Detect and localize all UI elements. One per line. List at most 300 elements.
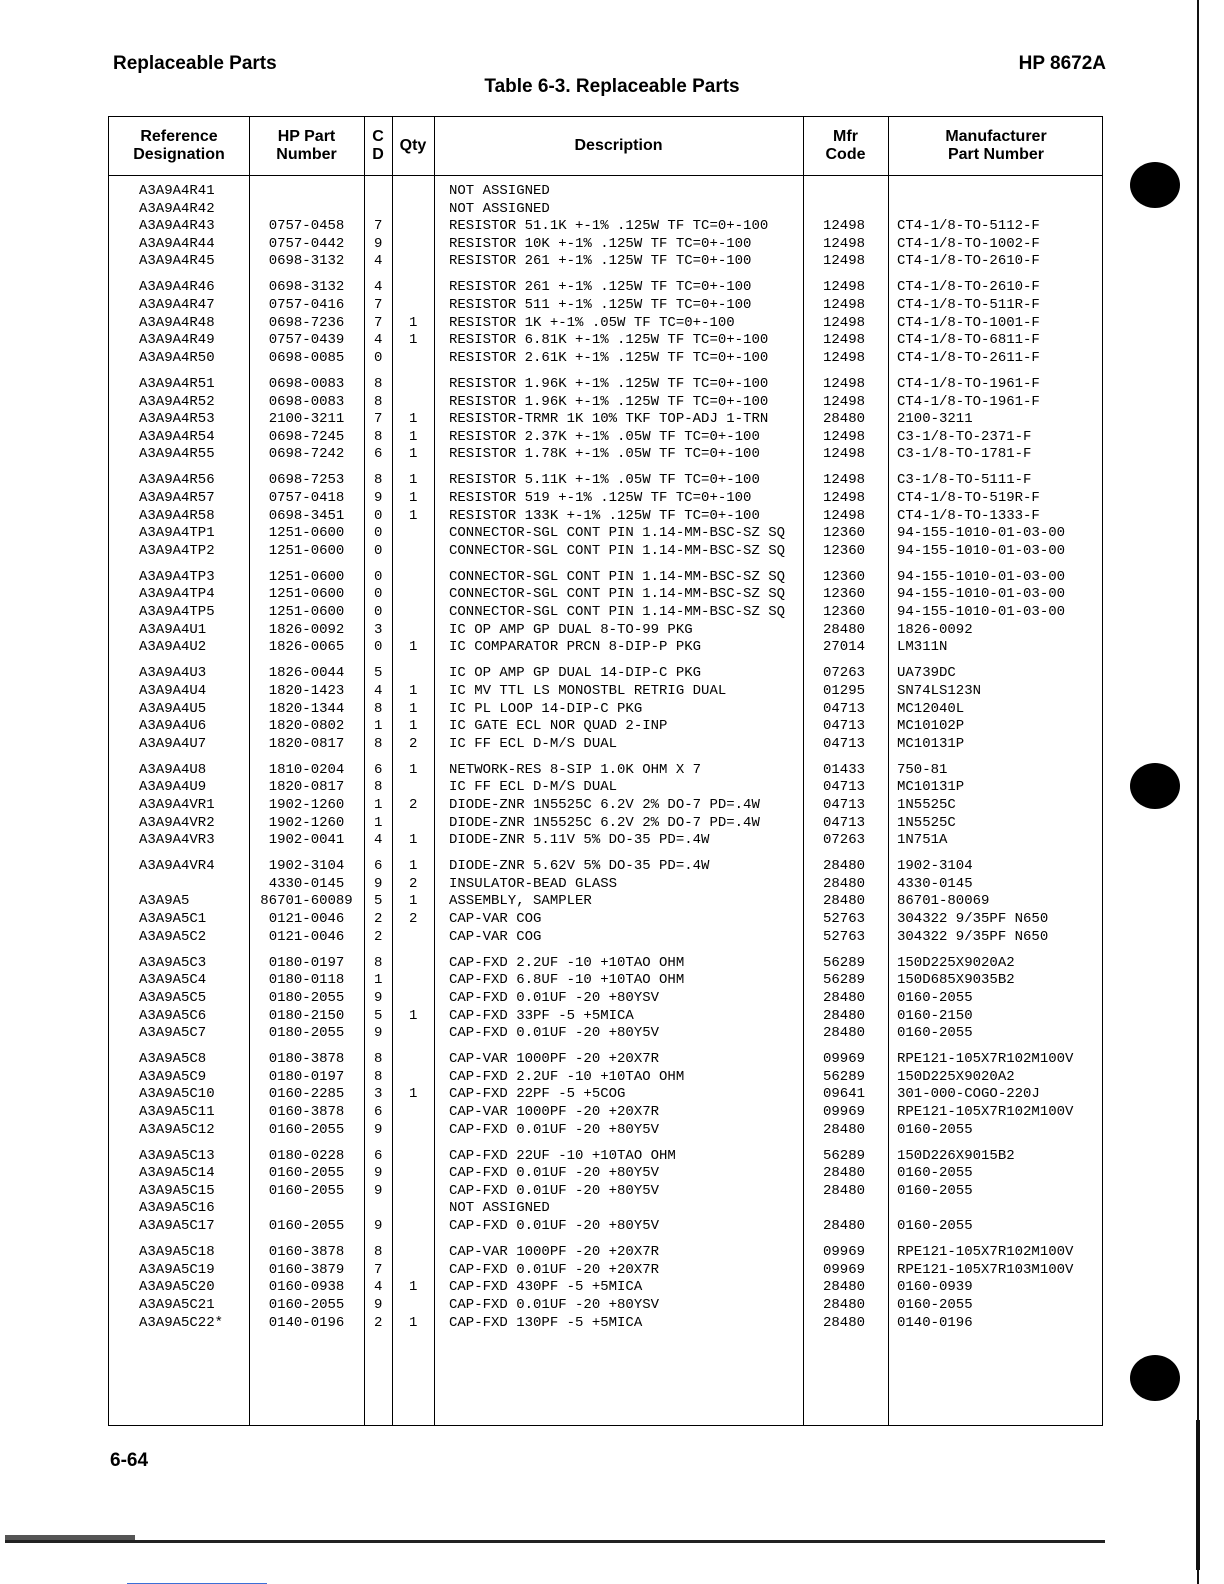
- cd-digit: 8: [374, 700, 383, 717]
- description: IC MV TTL LS MONOSTBL RETRIG DUAL: [449, 682, 727, 699]
- description: CAP-FXD 0.01UF -20 +20X7R: [449, 1261, 660, 1278]
- mfr-code: 52763: [822, 928, 865, 945]
- hp-part-number: 2100-3211: [268, 411, 345, 428]
- mfr-part-number: LM311N: [897, 639, 948, 656]
- qty: 1: [409, 893, 418, 910]
- description: CAP-FXD 6.8UF -10 +10TAO OHM: [449, 972, 685, 989]
- ref-designation: A3A9A4R42: [139, 200, 215, 217]
- table-row: [109, 1262, 1102, 1280]
- hp-part-number: 0698-0083: [268, 375, 345, 392]
- ref-designation: A3A9A5C15: [139, 1182, 215, 1199]
- table-row: [109, 279, 1102, 297]
- hp-part-number: 0160-3878: [268, 1104, 345, 1120]
- description: RESISTOR 10K +-1% .125W TF TC=0+-100: [449, 235, 752, 252]
- cd-digit: 8: [374, 1068, 383, 1085]
- qty: 1: [409, 446, 418, 463]
- mfr-part-number: MC10102P: [897, 718, 965, 735]
- cd-digit: 6: [374, 761, 383, 778]
- hp-part-number: 0180-3878: [268, 1051, 345, 1068]
- mfr-part-number: RPE121-105X7R102M100V: [897, 1104, 1074, 1120]
- hp-part-number: 1820-0817: [268, 779, 345, 796]
- cd-digit: 1: [374, 797, 383, 813]
- ref-designation: A3A9A4U6: [139, 718, 207, 735]
- table-title: Table 6-3. Replaceable Parts: [484, 76, 740, 97]
- qty: 1: [409, 832, 418, 849]
- table-row: [109, 858, 1102, 876]
- mfr-code: 12498: [822, 253, 865, 270]
- description: NOT ASSIGNED: [449, 200, 550, 217]
- cd-digit: 8: [374, 375, 383, 392]
- mfr-part-number: 1826-0092: [897, 621, 973, 638]
- ref-designation: A3A9A4VR1: [139, 797, 215, 813]
- description: CAP-FXD 2.2UF -10 +10TAO OHM: [449, 954, 685, 971]
- mfr-code: 12498: [822, 314, 865, 331]
- qty: 2: [409, 735, 418, 752]
- table-row: [109, 253, 1102, 271]
- mfr-code: 12498: [822, 446, 865, 463]
- hp-part-number: 0180-0197: [268, 954, 345, 971]
- hp-part-number: 1820-0802: [268, 718, 345, 735]
- ref-designation: A3A9A4R43: [139, 218, 215, 235]
- table-row: [109, 350, 1102, 368]
- cd-digit: 3: [374, 1086, 383, 1103]
- table-row: [109, 508, 1102, 526]
- hp-part-number: 1251-0600: [268, 525, 345, 542]
- cd-digit: 4: [374, 279, 383, 296]
- table-row: [109, 1051, 1102, 1069]
- table-row: [109, 1165, 1102, 1183]
- qty: 1: [409, 700, 418, 717]
- description: IC FF ECL D-M/S DUAL: [449, 779, 618, 796]
- mfr-part-number: 0160-2055: [897, 1296, 973, 1313]
- mfr-code: 12360: [822, 525, 865, 542]
- mfr-part-number: MC10131P: [897, 779, 965, 796]
- col-header-mfr-code: Mfr Code: [825, 128, 866, 163]
- table-row: [109, 815, 1102, 833]
- hp-part-number: 0698-7245: [268, 428, 345, 445]
- hp-part-number: 1826-0044: [268, 665, 345, 682]
- ref-designation: A3A9A5C8: [139, 1051, 207, 1068]
- ref-designation: A3A9A4U3: [139, 665, 207, 682]
- cd-digit: 6: [374, 1147, 383, 1164]
- header-divider: [109, 175, 1102, 176]
- table-row: [109, 1183, 1102, 1201]
- description: DIODE-ZNR 1N5525C 6.2V 2% DO-7 PD=.4W: [449, 814, 760, 831]
- description: CONNECTOR-SGL CONT PIN 1.14-MM-BSC-SZ SQ: [449, 542, 786, 559]
- table-row: [109, 736, 1102, 754]
- group-spacer: [109, 753, 1102, 762]
- mfr-code: 12498: [822, 218, 865, 235]
- mfr-part-number: RPE121-105X7R103M100V: [897, 1261, 1074, 1278]
- description: IC OP AMP GP DUAL 8-TO-99 PKG: [449, 621, 693, 638]
- description: CAP-VAR 1000PF -20 +20X7R: [449, 1051, 660, 1068]
- description: CAP-FXD 0.01UF -20 +80Y5V: [449, 1165, 660, 1182]
- mfr-code: 01295: [822, 682, 865, 699]
- table-row: [109, 472, 1102, 490]
- description: CONNECTOR-SGL CONT PIN 1.14-MM-BSC-SZ SQ: [449, 604, 786, 621]
- ref-designation: A3A9A4R47: [139, 297, 215, 314]
- ref-designation: A3A9A4R45: [139, 253, 215, 270]
- table-row: [109, 332, 1102, 350]
- description: RESISTOR-TRMR 1K 10% TKF TOP-ADJ 1-TRN: [449, 411, 769, 428]
- table-row: [109, 183, 1102, 201]
- mfr-part-number: 1N5525C: [897, 814, 956, 831]
- mfr-part-number: 1N751A: [897, 832, 948, 849]
- description: CAP-FXD 33PF -5 +5MICA: [449, 1007, 634, 1024]
- col-header-cd: C D: [372, 128, 384, 163]
- hp-part-number: 1251-0600: [268, 586, 345, 603]
- cd-digit: 4: [374, 1279, 383, 1296]
- table-row: [109, 446, 1102, 464]
- cd-digit: 0: [374, 586, 383, 603]
- group-spacer: [109, 464, 1102, 473]
- description: CAP-VAR COG: [449, 928, 542, 945]
- mfr-code: 04713: [822, 718, 865, 735]
- cd-digit: 0: [374, 542, 383, 559]
- ref-designation: A3A9A5: [139, 893, 190, 910]
- mfr-part-number: MC10131P: [897, 735, 965, 752]
- cd-digit: 8: [374, 1051, 383, 1068]
- description: RESISTOR 6.81K +-1% .125W TF TC=0+-100: [449, 332, 769, 349]
- table-row: [109, 429, 1102, 447]
- description: DIODE-ZNR 5.62V 5% DO-35 PD=.4W: [449, 858, 710, 875]
- table-row: [109, 201, 1102, 219]
- ref-designation: A3A9A4R41: [139, 183, 215, 199]
- ref-designation: A3A9A4VR4: [139, 858, 215, 875]
- mfr-code: 28480: [822, 1121, 865, 1138]
- qty: 1: [409, 472, 418, 489]
- mfr-code: 28480: [822, 1218, 865, 1235]
- qty: 1: [409, 411, 418, 428]
- mfr-part-number: 750-81: [897, 761, 948, 778]
- qty: 2: [409, 875, 418, 892]
- mfr-code: 28480: [822, 893, 865, 910]
- qty: 2: [409, 911, 418, 928]
- table-row: [109, 832, 1102, 850]
- mfr-part-number: 150D225X9020A2: [897, 954, 1015, 971]
- cd-digit: 8: [374, 472, 383, 489]
- ref-designation: A3A9A4R56: [139, 472, 215, 489]
- hp-part-number: 0180-2055: [268, 1025, 345, 1042]
- mfr-code: 12498: [822, 490, 865, 506]
- mfr-code: 28480: [822, 989, 865, 1006]
- mfr-code: 12498: [822, 375, 865, 392]
- hp-part-number: 0160-2055: [268, 1182, 345, 1199]
- ref-designation: A3A9A5C4: [139, 972, 207, 989]
- mfr-code: 12498: [822, 235, 865, 252]
- mfr-part-number: CT4-1/8-TO-1333-F: [897, 507, 1040, 524]
- hp-part-number: 1902-3104: [268, 858, 345, 875]
- hp-part-number: 0757-0418: [268, 490, 345, 506]
- ref-designation: A3A9A4TP1: [139, 525, 215, 542]
- ref-designation: A3A9A4U2: [139, 639, 207, 656]
- page-number: 6-64: [110, 1450, 149, 1471]
- description: CAP-FXD 0.01UF -20 +80Y5V: [449, 1121, 660, 1138]
- binder-hole-icon: [1130, 1355, 1180, 1401]
- mfr-part-number: C3-1/8-TO-2371-F: [897, 428, 1032, 445]
- ref-designation: A3A9A5C2: [139, 928, 207, 945]
- table-row: [109, 315, 1102, 333]
- table-row: [109, 622, 1102, 640]
- hp-part-number: 1810-0204: [268, 761, 345, 778]
- table-row: [109, 1218, 1102, 1236]
- ref-designation: A3A9A4R54: [139, 428, 215, 445]
- description: CAP-FXD 130PF -5 +5MICA: [449, 1314, 643, 1331]
- mfr-part-number: 0160-2150: [897, 1007, 973, 1024]
- ref-designation: A3A9A5C18: [139, 1244, 215, 1261]
- table-row: [109, 718, 1102, 736]
- mfr-code: 28480: [822, 411, 865, 428]
- mfr-part-number: RPE121-105X7R102M100V: [897, 1051, 1074, 1068]
- cd-digit: 9: [374, 490, 383, 506]
- description: CONNECTOR-SGL CONT PIN 1.14-MM-BSC-SZ SQ: [449, 586, 786, 603]
- table-row: [109, 639, 1102, 657]
- mfr-code: 28480: [822, 875, 865, 892]
- cd-digit: 9: [374, 1218, 383, 1235]
- qty: 1: [409, 490, 418, 506]
- description: DIODE-ZNR 5.11V 5% DO-35 PD=.4W: [449, 832, 710, 849]
- mfr-part-number: CT4-1/8-TO-1001-F: [897, 314, 1040, 331]
- table-row: [109, 1244, 1102, 1262]
- table-row: [109, 929, 1102, 947]
- table-row: [109, 604, 1102, 622]
- col-header-reference: Reference Designation: [133, 128, 225, 163]
- hp-part-number: 1251-0600: [268, 542, 345, 559]
- mfr-code: 28480: [822, 858, 865, 875]
- binder-hole-icon: [1130, 763, 1180, 809]
- mfr-part-number: CT4-1/8-TO-2610-F: [897, 253, 1040, 270]
- table-row: [109, 701, 1102, 719]
- mfr-part-number: 0160-2055: [897, 1182, 973, 1199]
- mfr-part-number: RPE121-105X7R102M100V: [897, 1244, 1074, 1261]
- cd-digit: 8: [374, 735, 383, 752]
- hp-part-number: 0121-0046: [268, 911, 345, 928]
- description: RESISTOR 261 +-1% .125W TF TC=0+-100: [449, 253, 752, 270]
- cd-digit: 9: [374, 1165, 383, 1182]
- table-row: [109, 683, 1102, 701]
- ref-designation: A3A9A4U7: [139, 735, 207, 752]
- description: CAP-VAR COG: [449, 911, 542, 928]
- hp-part-number: 86701-60089: [260, 893, 353, 910]
- cd-digit: 0: [374, 639, 383, 656]
- mfr-part-number: CT4-1/8-TO-5112-F: [897, 218, 1040, 235]
- hp-part-number: 0757-0442: [268, 235, 345, 252]
- table-body: [109, 183, 1102, 1332]
- section-header: Replaceable Parts: [113, 53, 277, 74]
- hp-part-number: 0160-2055: [268, 1165, 345, 1182]
- mfr-part-number: MC12040L: [897, 700, 965, 717]
- qty: 1: [409, 332, 418, 349]
- ref-designation: A3A9A4U4: [139, 682, 207, 699]
- qty: 1: [409, 1086, 418, 1103]
- description: DIODE-ZNR 1N5525C 6.2V 2% DO-7 PD=.4W: [449, 797, 760, 813]
- cd-digit: 9: [374, 1182, 383, 1199]
- hp-part-number: 0698-0083: [268, 393, 345, 410]
- cd-digit: 5: [374, 893, 383, 910]
- mfr-part-number: 301-000-COGO-220J: [897, 1086, 1040, 1103]
- table-row: [109, 1008, 1102, 1026]
- description: CONNECTOR-SGL CONT PIN 1.14-MM-BSC-SZ SQ: [449, 568, 786, 585]
- hp-part-number: 1251-0600: [268, 568, 345, 585]
- mfr-code: 28480: [822, 1296, 865, 1313]
- cd-digit: 9: [374, 1025, 383, 1042]
- cd-digit: 6: [374, 1104, 383, 1120]
- cd-digit: 6: [374, 446, 383, 463]
- ref-designation: A3A9A5C7: [139, 1025, 207, 1042]
- qty: 1: [409, 1314, 418, 1331]
- ref-designation: A3A9A4VR3: [139, 832, 215, 849]
- description: INSULATOR-BEAD GLASS: [449, 875, 618, 892]
- description: RESISTOR 2.37K +-1% .05W TF TC=0+-100: [449, 428, 760, 445]
- qty: 1: [409, 314, 418, 331]
- cd-digit: 5: [374, 1007, 383, 1024]
- mfr-code: 28480: [822, 1314, 865, 1331]
- ref-designation: A3A9A5C9: [139, 1068, 207, 1085]
- mfr-part-number: 94-155-1010-01-03-00: [897, 586, 1066, 603]
- mfr-code: 07263: [822, 665, 865, 682]
- mfr-code: 04713: [822, 779, 865, 796]
- ref-designation: A3A9A4R44: [139, 235, 215, 252]
- hp-part-number: 0757-0416: [268, 297, 345, 314]
- description: RESISTOR 1.78K +-1% .05W TF TC=0+-100: [449, 446, 760, 463]
- hp-part-number: 0160-2055: [268, 1121, 345, 1138]
- description: IC OP AMP GP DUAL 14-DIP-C PKG: [449, 665, 702, 682]
- hp-part-number: 0698-7253: [268, 472, 345, 489]
- mfr-part-number: 1N5525C: [897, 797, 956, 813]
- table-row: [109, 762, 1102, 780]
- mfr-code: 56289: [822, 954, 865, 971]
- scan-edge: [5, 1540, 1105, 1543]
- mfr-code: 12360: [822, 568, 865, 585]
- table-row: [109, 893, 1102, 911]
- description: CAP-FXD 22PF -5 +5COG: [449, 1086, 626, 1103]
- mfr-part-number: CT4-1/8-TO-519R-F: [897, 490, 1040, 506]
- hp-part-number: 1902-1260: [268, 797, 345, 813]
- cd-digit: 1: [374, 972, 383, 989]
- ref-designation: A3A9A4TP2: [139, 542, 215, 559]
- cd-digit: 8: [374, 1244, 383, 1261]
- ref-designation: A3A9A5C19: [139, 1261, 215, 1278]
- table-row: [109, 911, 1102, 929]
- ref-designation: A3A9A4R48: [139, 314, 215, 331]
- cd-digit: 7: [374, 411, 383, 428]
- table-row: [109, 490, 1102, 508]
- table-row: [109, 376, 1102, 394]
- hp-part-number: 1826-0065: [268, 639, 345, 656]
- mfr-part-number: 2100-3211: [897, 411, 973, 428]
- col-header-description: Description: [574, 137, 663, 154]
- mfr-code: 28480: [822, 1279, 865, 1296]
- table-row: [109, 1104, 1102, 1122]
- group-spacer: [109, 1139, 1102, 1148]
- qty: 1: [409, 858, 418, 875]
- parts-table: [108, 116, 1103, 1426]
- mfr-code: 04713: [822, 735, 865, 752]
- description: RESISTOR 519 +-1% .125W TF TC=0+-100: [449, 490, 752, 506]
- group-spacer: [109, 271, 1102, 280]
- mfr-code: 12360: [822, 586, 865, 603]
- mfr-part-number: 0160-2055: [897, 1121, 973, 1138]
- table-row: [109, 779, 1102, 797]
- description: CAP-FXD 0.01UF -20 +80YSV: [449, 989, 660, 1006]
- hp-part-number: 0180-0118: [268, 972, 345, 989]
- description: CAP-FXD 0.01UF -20 +80YSV: [449, 1296, 660, 1313]
- ref-designation: A3A9A5C17: [139, 1218, 215, 1235]
- qty: 1: [409, 761, 418, 778]
- cd-digit: 1: [374, 718, 383, 735]
- mfr-code: 12498: [822, 332, 865, 349]
- table-row: [109, 955, 1102, 973]
- mfr-part-number: 0160-2055: [897, 989, 973, 1006]
- ref-designation: A3A9A4U8: [139, 761, 207, 778]
- hp-part-number: 1820-1423: [268, 682, 345, 699]
- hp-part-number: 0180-2150: [268, 1007, 345, 1024]
- description: IC PL LOOP 14-DIP-C PKG: [449, 700, 643, 717]
- mfr-part-number: 86701-80069: [897, 893, 990, 910]
- hp-part-number: 0160-3879: [268, 1261, 345, 1278]
- mfr-code: 12498: [822, 279, 865, 296]
- mfr-code: 12498: [822, 349, 865, 366]
- table-row: [109, 876, 1102, 894]
- mfr-part-number: CT4-1/8-TO-2610-F: [897, 279, 1040, 296]
- hp-part-number: 0180-2055: [268, 989, 345, 1006]
- table-row: [109, 1069, 1102, 1087]
- ref-designation: A3A9A5C16: [139, 1200, 215, 1217]
- description: CAP-FXD 22UF -10 +10TAO OHM: [449, 1147, 676, 1164]
- description: RESISTOR 1.96K +-1% .125W TF TC=0+-100: [449, 375, 769, 392]
- description: RESISTOR 261 +-1% .125W TF TC=0+-100: [449, 279, 752, 296]
- mfr-part-number: 0140-0196: [897, 1314, 973, 1331]
- qty: 2: [409, 797, 418, 813]
- ref-designation: A3A9A4R57: [139, 490, 215, 506]
- group-spacer: [109, 1043, 1102, 1052]
- hp-part-number: 1820-1344: [268, 700, 345, 717]
- mfr-code: 09641: [822, 1086, 865, 1103]
- group-spacer: [109, 367, 1102, 376]
- cd-digit: 1: [374, 814, 383, 831]
- table-row: [109, 1279, 1102, 1297]
- mfr-part-number: 0160-2055: [897, 1025, 973, 1042]
- description: ASSEMBLY, SAMPLER: [449, 893, 592, 910]
- table-row: [109, 1200, 1102, 1218]
- ref-designation: A3A9A5C20: [139, 1279, 215, 1296]
- ref-designation: A3A9A4TP4: [139, 586, 215, 603]
- hp-part-number: 4330-0145: [268, 875, 345, 892]
- mfr-part-number: 304322 9/35PF N650: [897, 928, 1049, 945]
- ref-designation: A3A9A4U9: [139, 779, 207, 796]
- description: RESISTOR 1K +-1% .05W TF TC=0+-100: [449, 314, 735, 331]
- description: CAP-FXD 430PF -5 +5MICA: [449, 1279, 643, 1296]
- ref-designation: A3A9A5C21: [139, 1296, 215, 1313]
- hp-part-number: 0757-0458: [268, 218, 345, 235]
- mfr-part-number: CT4-1/8-TO-511R-F: [897, 297, 1040, 314]
- ref-designation: A3A9A4R46: [139, 279, 215, 296]
- ref-designation: A3A9A4R49: [139, 332, 215, 349]
- description: RESISTOR 51.1K +-1% .125W TF TC=0+-100: [449, 218, 769, 235]
- binder-hole-icon: [1130, 162, 1180, 208]
- mfr-part-number: 150D225X9020A2: [897, 1068, 1015, 1085]
- hp-part-number: 0160-2285: [268, 1086, 345, 1103]
- cd-digit: 8: [374, 428, 383, 445]
- hp-part-number: 0160-2055: [268, 1296, 345, 1313]
- cd-digit: 0: [374, 349, 383, 366]
- qty: 1: [409, 682, 418, 699]
- cd-digit: 7: [374, 218, 383, 235]
- table-row: [109, 1122, 1102, 1140]
- mfr-code: 28480: [822, 1025, 865, 1042]
- mfr-code: 28480: [822, 1007, 865, 1024]
- table-row: [109, 797, 1102, 815]
